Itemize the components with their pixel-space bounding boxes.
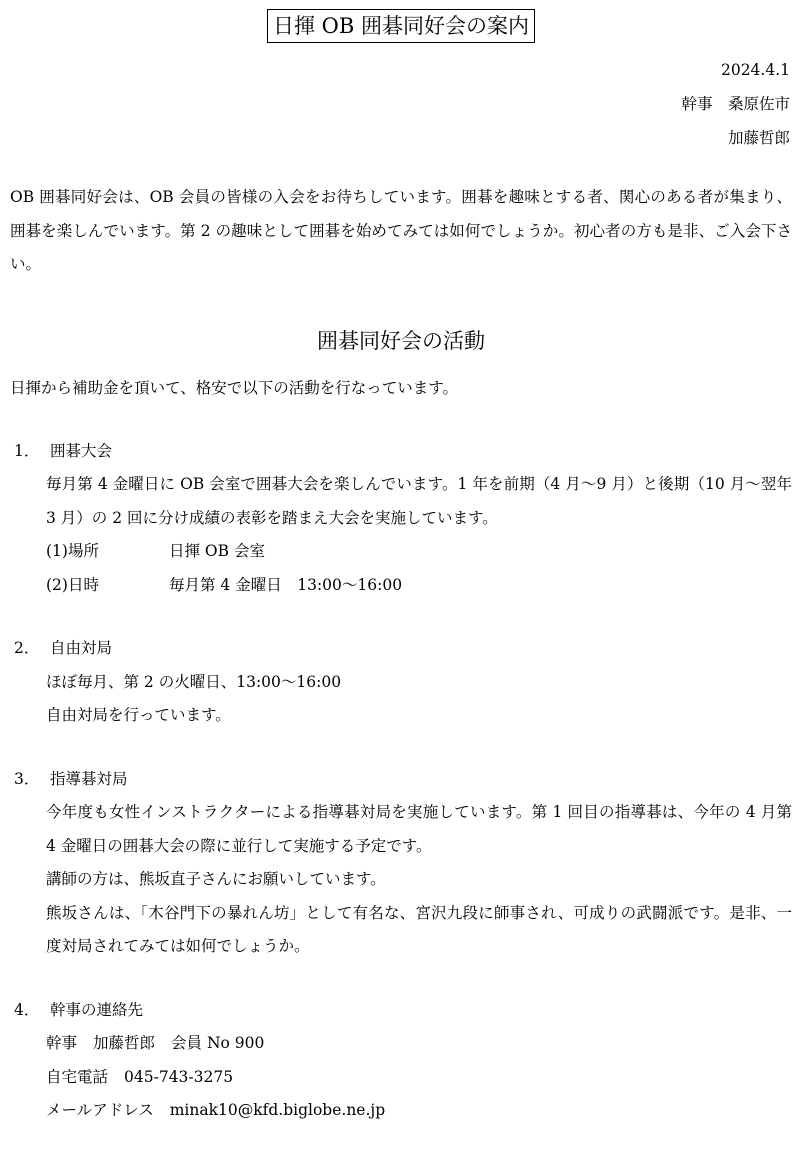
item-body (10, 666, 792, 733)
place-value: 日揮 OB 会室 (169, 542, 265, 560)
item-heading (10, 632, 792, 666)
item-number: 3． (14, 769, 40, 788)
activity-item-free-play (10, 632, 792, 733)
organizer-line-1 (10, 87, 790, 121)
contact-role: 幹事 (46, 1034, 78, 1052)
organizer-name-1: 桑原佐市 (727, 95, 790, 113)
item-body (10, 468, 792, 602)
item-title: 自由対局 (50, 639, 113, 657)
title-area (10, 0, 792, 43)
contact-organizer (46, 1027, 792, 1061)
document-title: 日揮 OB 囲碁同好会の案内 (267, 9, 535, 43)
contact-name: 加藤哲郎 (93, 1034, 156, 1052)
item-heading (10, 763, 792, 797)
activities-lead: 日揮から補助金を頂いて、格安で以下の活動を行なっています。 (10, 378, 458, 397)
item-title: 囲碁大会 (50, 441, 113, 460)
time-label: (2)日時 (46, 575, 99, 594)
item-body (10, 796, 792, 964)
item-heading (10, 435, 792, 469)
tournament-description: 毎月第 4 金曜日に OB 会室で囲碁大会を楽しんでいます。1 年を前期（4 月～9 月）と後期（10 月～翌年 3 月）の 2 回に分け成績の表彰を踏まえ大会を実施しています。 (46, 475, 792, 527)
item-number: 2． (14, 639, 40, 657)
item-number: 1． (14, 441, 40, 460)
free-play-schedule: ほぼ毎月、第 2 の火曜日、13:00～16:00 (46, 672, 342, 691)
tournament-time (46, 569, 792, 603)
place-label: (1)場所 (46, 542, 99, 560)
phone-label: 自宅電話 (46, 1067, 109, 1086)
intro-paragraph: OB 囲碁同好会は、OB 会員の皆様の入会をお待ちしています。囲碁を趣味とする者、関心のある者が集まり、囲碁を楽しんでいます。第 2 の趣味として囲碁を始めてみては如何でしょうか。初心者の方も是非、ご入会下さい。 (10, 188, 792, 273)
free-play-description: 自由対局を行っています。 (46, 706, 231, 724)
teaching-description: 今年度も女性インストラクターによる指導碁対局を実施しています。第 1 回目の指導碁は、今年の 4 月第 4 金曜日の囲碁大会の際に並行して実施する予定です。 (46, 803, 792, 855)
item-title: 幹事の連絡先 (50, 1000, 144, 1019)
teaching-instructor: 講師の方は、熊坂直子さんにお願いしています。 (46, 870, 386, 888)
activity-item-contact (10, 994, 792, 1128)
email-label: メールアドレス (46, 1101, 154, 1119)
activity-item-teaching-games (10, 763, 792, 964)
email-address[interactable]: minak10@kfd.biglobe.ne.jp (169, 1101, 386, 1119)
phone-number: 045-743-3275 (124, 1067, 234, 1086)
tournament-place (46, 535, 792, 569)
time-value: 毎月第 4 金曜日 13:00～16:00 (169, 575, 403, 594)
contact-email (46, 1094, 792, 1128)
contact-member-number: 会員 No 900 (171, 1034, 265, 1052)
item-title: 指導碁対局 (50, 769, 128, 788)
item-heading (10, 994, 792, 1028)
item-number: 4． (14, 1000, 40, 1019)
document-date: 2024.4.1 (720, 61, 790, 79)
organizer-line-2 (10, 121, 790, 155)
document-meta (10, 53, 792, 155)
activity-item-tournament (10, 435, 792, 603)
contact-phone (46, 1061, 792, 1095)
item-body (10, 1027, 792, 1128)
activities-heading: 囲碁同好会の活動 (317, 328, 485, 353)
organizer-name-2: 加藤哲郎 (727, 129, 790, 147)
instructor-profile: 熊坂さんは、「木谷門下の暴れん坊」として有名な、宮沢九段に師事され、可成りの武闘派です。是非、一度対局されてみては如何でしょうか。 (46, 903, 792, 955)
organizer-label: 幹事 (681, 95, 713, 113)
